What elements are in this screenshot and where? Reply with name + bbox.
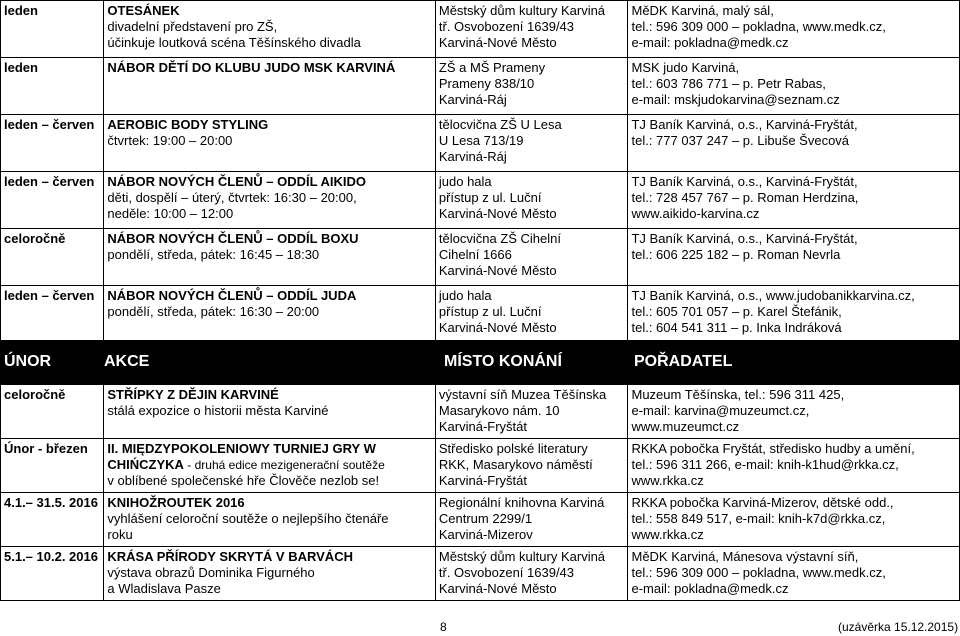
event-place bbox=[435, 115, 628, 172]
organizer-line: tel.: 596 309 000 – pokladna, www.medk.cz, bbox=[631, 19, 886, 34]
place-line: judo hala bbox=[438, 174, 492, 189]
place-line: U Lesa 713/19 bbox=[438, 133, 524, 148]
header-organizer: POŘADATEL bbox=[634, 353, 733, 370]
event-date: 4.1.– 31.5. 2016 bbox=[1, 493, 104, 547]
event-place bbox=[435, 439, 628, 493]
event-organizer bbox=[628, 493, 960, 547]
place-line: výstavní síň Muzea Těšínska bbox=[438, 387, 607, 402]
organizer-line: e-mail: pokladna@medk.cz bbox=[631, 35, 789, 50]
event-place bbox=[435, 286, 628, 343]
place-line: Karviná-Nové Město bbox=[438, 206, 557, 221]
event-subtitle: - druhá edice mezigenerační soutěže bbox=[183, 458, 385, 472]
place-line: Městský dům kultury Karviná bbox=[438, 549, 606, 564]
event-row bbox=[1, 1, 960, 58]
event-date: leden bbox=[1, 1, 104, 58]
event-date: Únor - březen bbox=[1, 439, 104, 493]
organizer-line: MSK judo Karviná, bbox=[631, 60, 740, 75]
place-line: Cihelní 1666 bbox=[438, 247, 512, 262]
deadline-note: (uzávěrka 15.12.2015) bbox=[838, 620, 959, 634]
event-detail-line: a Wladislava Pasze bbox=[107, 581, 221, 596]
event-row bbox=[1, 172, 960, 229]
event-title: NÁBOR DĚTÍ DO KLUBU JUDO MSK KARVINÁ bbox=[107, 60, 396, 75]
place-line: tř. Osvobození 1639/43 bbox=[438, 19, 575, 34]
event-title: II. MIĘDZYPOKOLENIOWY TURNIEJ GRY W CHIŃCZYKA bbox=[107, 441, 376, 472]
organizer-line: TJ Baník Karviná, o.s., Karviná-Fryštát, bbox=[631, 117, 858, 132]
organizer-line: www.rkka.cz bbox=[631, 527, 704, 542]
event-organizer bbox=[628, 439, 960, 493]
event-date: celoročně bbox=[1, 229, 104, 286]
event-detail-line: vyhlášení celoroční soutěže o nejlepšího čtenáře bbox=[107, 511, 389, 526]
event-detail-line: pondělí, středa, pátek: 16:45 – 18:30 bbox=[107, 247, 320, 262]
event-description bbox=[104, 58, 435, 115]
event-description bbox=[104, 493, 435, 547]
event-detail-line: výstava obrazů Dominika Figurného bbox=[107, 565, 315, 580]
event-organizer bbox=[628, 229, 960, 286]
event-place bbox=[435, 547, 628, 601]
event-detail-line: stálá expozice o historii města Karviné bbox=[107, 403, 329, 418]
place-line: Městský dům kultury Karviná bbox=[438, 3, 606, 18]
event-detail-line: neděle: 10:00 – 12:00 bbox=[107, 206, 234, 221]
place-line: ZŠ a MŠ Prameny bbox=[438, 60, 546, 75]
event-detail-line: děti, dospělí – úterý, čtvrtek: 16:30 – 20:00, bbox=[107, 190, 357, 205]
event-date: leden – červen bbox=[1, 286, 104, 343]
organizer-line: tel.: 605 701 057 – p. Karel Štefánik, bbox=[631, 304, 842, 319]
event-title: AEROBIC BODY STYLING bbox=[107, 117, 269, 132]
header-action: AKCE bbox=[104, 353, 150, 370]
place-line: judo hala bbox=[438, 288, 492, 303]
event-row bbox=[1, 385, 960, 439]
place-line: Centrum 2299/1 bbox=[438, 511, 533, 526]
organizer-line: www.rkka.cz bbox=[631, 473, 704, 488]
header-place: MÍSTO KONÁNÍ bbox=[444, 353, 562, 370]
event-date: 5.1.– 10.2. 2016 bbox=[1, 547, 104, 601]
organizer-line: tel.: 596 311 266, e-mail: knih-k1hud@rkka.cz, bbox=[631, 457, 899, 472]
place-line: Masarykovo nám. 10 bbox=[438, 403, 560, 418]
event-row bbox=[1, 286, 960, 343]
event-description bbox=[104, 172, 435, 229]
event-place bbox=[435, 493, 628, 547]
organizer-line: www.aikido-karvina.cz bbox=[631, 206, 760, 221]
organizer-line: MěDK Karviná, Mánesova výstavní síň, bbox=[631, 549, 859, 564]
place-line: Karviná-Nové Město bbox=[438, 35, 557, 50]
event-date: leden bbox=[1, 58, 104, 115]
organizer-line: RKKA pobočka Fryštát, středisko hudby a umění, bbox=[631, 441, 915, 456]
event-date: leden – červen bbox=[1, 172, 104, 229]
place-line: Karviná-Fryštát bbox=[438, 419, 528, 434]
events-table-february bbox=[0, 384, 960, 601]
organizer-line: TJ Baník Karviná, o.s., Karviná-Fryštát, bbox=[631, 174, 858, 189]
page-number: 8 bbox=[440, 620, 447, 634]
event-place bbox=[435, 229, 628, 286]
event-title: STŘÍPKY Z DĚJIN KARVINÉ bbox=[107, 387, 279, 402]
event-place bbox=[435, 172, 628, 229]
place-line: tělocvična ZŠ Cihelní bbox=[438, 231, 561, 246]
organizer-line: TJ Baník Karviná, o.s., www.judobanikkarvina.cz, bbox=[631, 288, 915, 303]
event-description bbox=[104, 115, 435, 172]
organizer-line: tel.: 728 457 767 – p. Roman Herdzina, bbox=[631, 190, 859, 205]
organizer-line: tel.: 558 849 517, e-mail: knih-k7d@rkka.cz, bbox=[631, 511, 886, 526]
event-organizer bbox=[628, 115, 960, 172]
event-date: leden – červen bbox=[1, 115, 104, 172]
organizer-line: e-mail: karvina@muzeumct.cz, bbox=[631, 403, 810, 418]
event-description bbox=[104, 1, 435, 58]
event-detail-line: pondělí, středa, pátek: 16:30 – 20:00 bbox=[107, 304, 320, 319]
event-place bbox=[435, 1, 628, 58]
organizer-line: RKKA pobočka Karviná-Mizerov, dětské odd., bbox=[631, 495, 894, 510]
event-organizer bbox=[628, 172, 960, 229]
organizer-line: tel.: 777 037 247 – p. Libuše Švecová bbox=[631, 133, 850, 148]
event-description bbox=[104, 547, 435, 601]
organizer-line: MěDK Karviná, malý sál, bbox=[631, 3, 774, 18]
organizer-line: TJ Baník Karviná, o.s., Karviná-Fryštát, bbox=[631, 231, 858, 246]
event-row bbox=[1, 439, 960, 493]
place-line: přístup z ul. Luční bbox=[438, 190, 542, 205]
event-description bbox=[104, 439, 435, 493]
place-line: Karviná-Nové Město bbox=[438, 581, 557, 596]
event-row bbox=[1, 58, 960, 115]
event-organizer bbox=[628, 1, 960, 58]
header-month: ÚNOR bbox=[4, 353, 52, 370]
place-line: přístup z ul. Luční bbox=[438, 304, 542, 319]
organizer-line: e-mail: pokladna@medk.cz bbox=[631, 581, 789, 596]
event-title: NÁBOR NOVÝCH ČLENŮ – ODDÍL AIKIDO bbox=[107, 174, 366, 189]
event-row bbox=[1, 493, 960, 547]
event-place bbox=[435, 58, 628, 115]
event-title: NÁBOR NOVÝCH ČLENŮ – ODDÍL JUDA bbox=[107, 288, 357, 303]
event-organizer bbox=[628, 385, 960, 439]
event-detail-line: roku bbox=[107, 527, 133, 542]
place-line: Regionální knihovna Karviná bbox=[438, 495, 605, 510]
event-organizer bbox=[628, 547, 960, 601]
event-row bbox=[1, 115, 960, 172]
event-organizer bbox=[628, 286, 960, 343]
event-date: celoročně bbox=[1, 385, 104, 439]
place-line: Prameny 838/10 bbox=[438, 76, 535, 91]
event-title: NÁBOR NOVÝCH ČLENŮ – ODDÍL BOXU bbox=[107, 231, 359, 246]
place-line: tělocvična ZŠ U Lesa bbox=[438, 117, 562, 132]
place-line: tř. Osvobození 1639/43 bbox=[438, 565, 575, 580]
place-line: Karviná-Nové Město bbox=[438, 263, 557, 278]
event-detail-line: v oblíbené společenské hře Člověče nezlob se! bbox=[107, 473, 380, 488]
organizer-line: e-mail: mskjudokarvina@seznam.cz bbox=[631, 92, 840, 107]
event-description bbox=[104, 385, 435, 439]
organizer-line: tel.: 606 225 182 – p. Roman Nevrla bbox=[631, 247, 841, 262]
event-detail-line: účinkuje loutková scéna Těšínského divadla bbox=[107, 35, 361, 50]
event-detail-line: čtvrtek: 19:00 – 20:00 bbox=[107, 133, 233, 148]
event-title: KNIHOŽROUTEK 2016 bbox=[107, 495, 245, 510]
event-row bbox=[1, 547, 960, 601]
place-line: Karviná-Fryštát bbox=[438, 473, 528, 488]
organizer-line: Muzeum Těšínska, tel.: 596 311 425, bbox=[631, 387, 845, 402]
event-detail-line: divadelní představení pro ZŠ, bbox=[107, 19, 278, 34]
place-line: Karviná-Ráj bbox=[438, 149, 507, 164]
event-title: KRÁSA PŘÍRODY SKRYTÁ V BARVÁCH bbox=[107, 549, 353, 564]
organizer-line: tel.: 603 786 771 – p. Petr Rabas, bbox=[631, 76, 826, 91]
february-header bbox=[0, 340, 960, 384]
event-description bbox=[104, 286, 435, 343]
place-line: Karviná-Mizerov bbox=[438, 527, 533, 542]
event-description bbox=[104, 229, 435, 286]
place-line: Karviná-Ráj bbox=[438, 92, 507, 107]
organizer-line: tel.: 604 541 311 – p. Inka Indráková bbox=[631, 320, 842, 335]
place-line: Středisko polské literatury bbox=[438, 441, 588, 456]
event-place bbox=[435, 385, 628, 439]
event-row bbox=[1, 229, 960, 286]
place-line: Karviná-Nové Město bbox=[438, 320, 557, 335]
event-title: OTESÁNEK bbox=[107, 3, 180, 18]
place-line: RKK, Masarykovo náměstí bbox=[438, 457, 593, 472]
organizer-line: www.muzeumct.cz bbox=[631, 419, 740, 434]
organizer-line: tel.: 596 309 000 – pokladna, www.medk.cz, bbox=[631, 565, 886, 580]
event-organizer bbox=[628, 58, 960, 115]
